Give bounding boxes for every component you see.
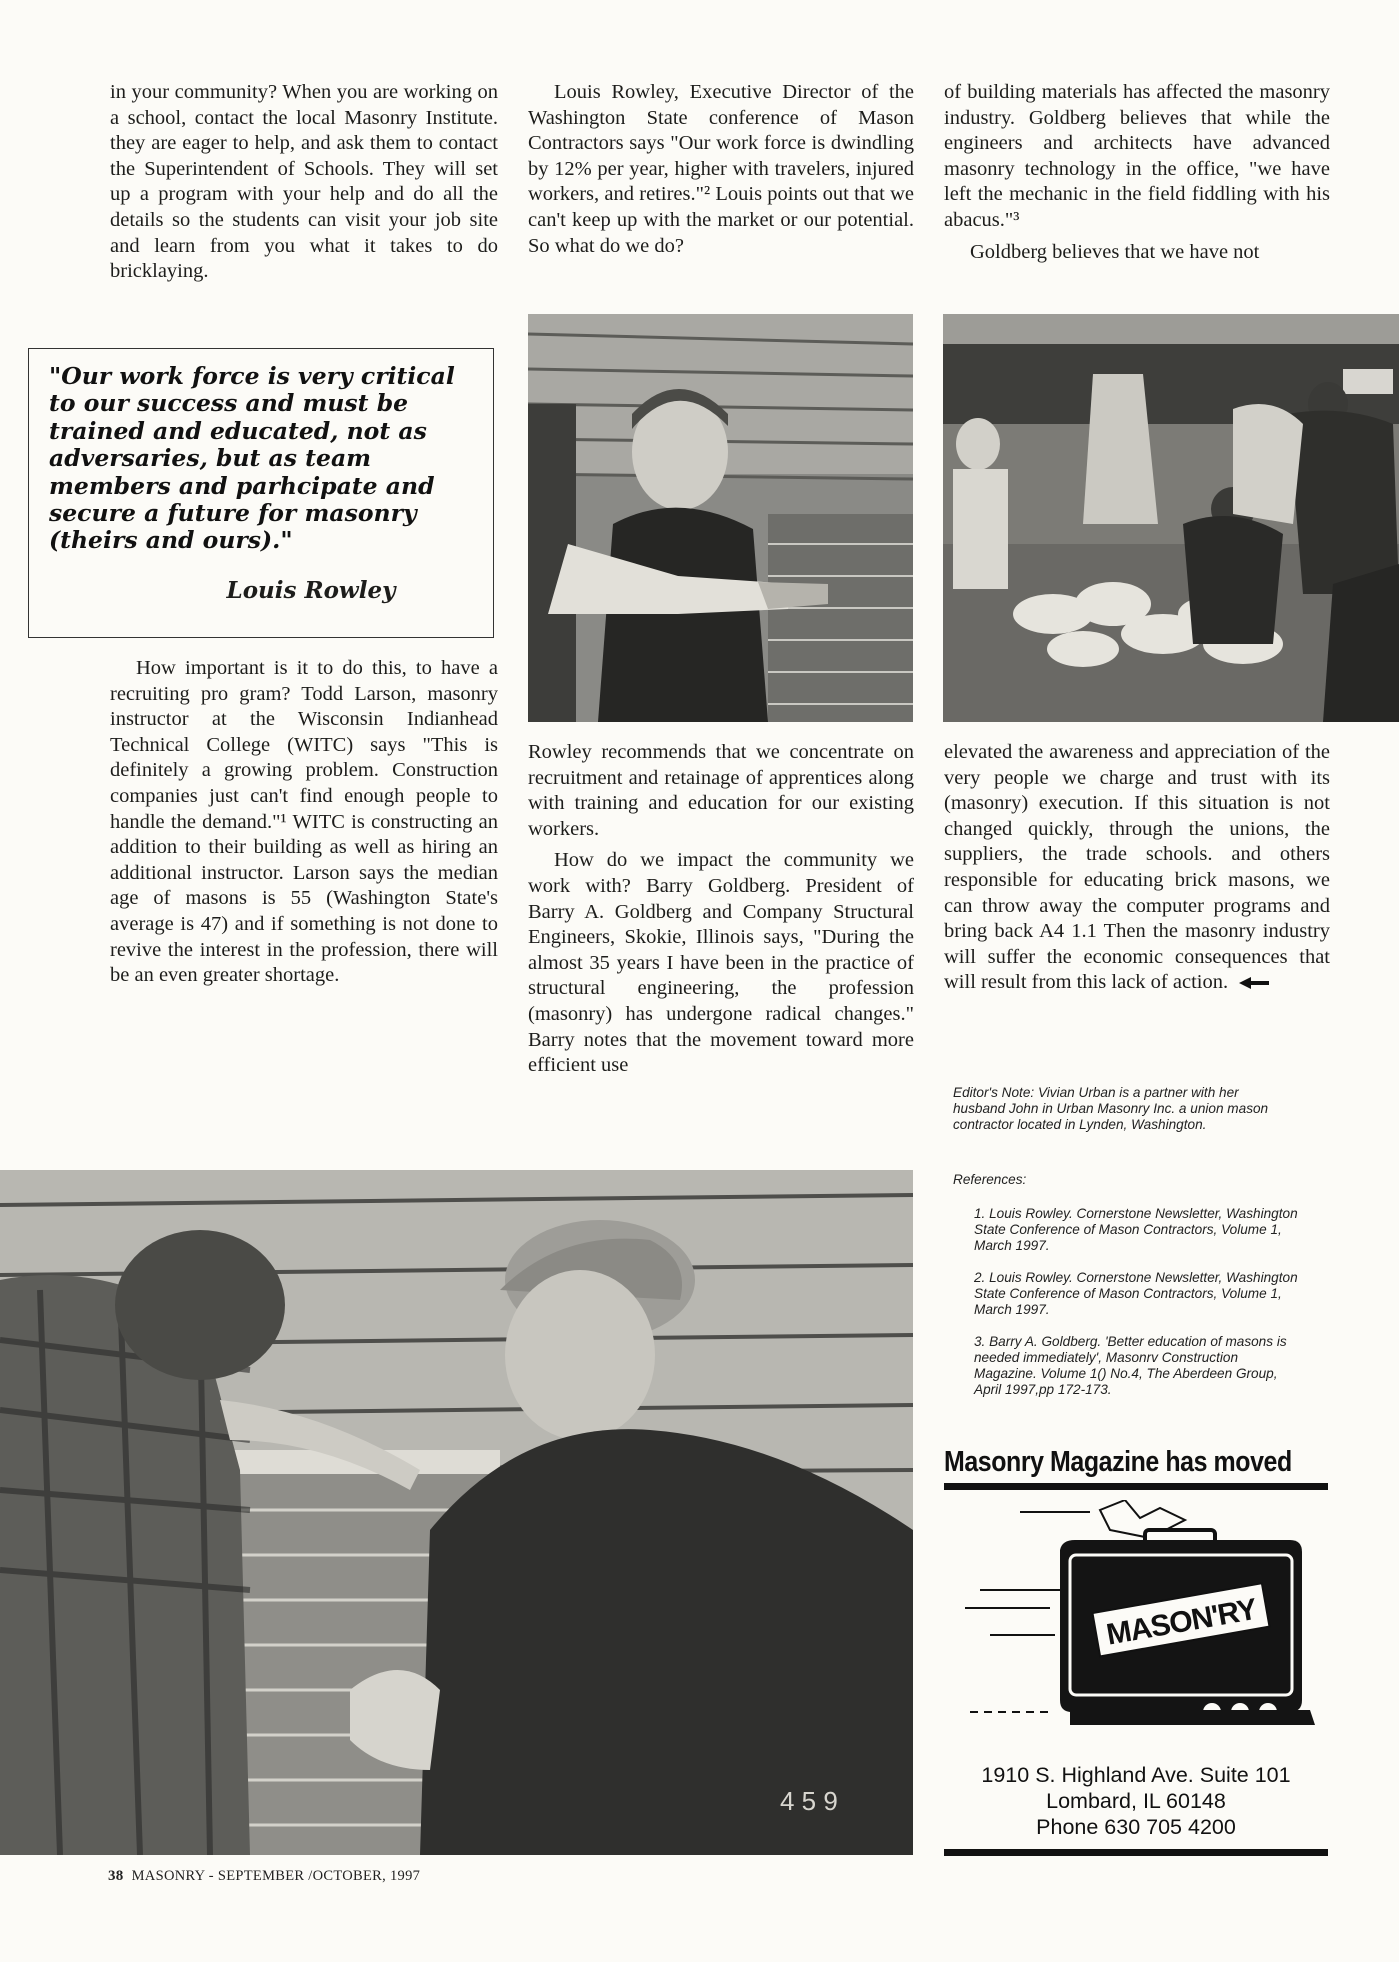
photo-two-men-wall [0, 1170, 913, 1855]
ad-rule-top [944, 1483, 1328, 1490]
body-paragraph: in your community? When you are working on a school, contact the local Masonry Institute. they are eager to help, and ask them to contact the Superintendent of Schools. They will set up a program with your help and do all the details so the students can visit your job site and learn from you what it takes to do bricklaying. [110, 81, 498, 283]
editor-note: Editor's Note: Vivian Urban is a partner with her husband John in Urban Masonry Inc. a union mason contractor located in Lynden, Washington. [953, 1085, 1269, 1132]
ad-rule-bottom [944, 1849, 1328, 1856]
body-paragraph: Louis Rowley, Executive Director of the Washington State conference of Mason Contractors says "Our work force is dwindling by 12% per year, higher with travelers, injured workers, and retires."² Louis points out that we can't keep up with the market or our potential. So what do we do? [528, 81, 914, 257]
references-title: References: [953, 1172, 1027, 1187]
body-paragraph-text: elevated the awareness and appreciation of the very people we charge and trust with its (masonry) execution. If this situation is not changed quickly, through the unions, the suppliers, the trade schools. and others responsible for educating brick masons, we can throw away the computer programs and bring back A4 1.1 Then the masonry industry will suffer the economic consequences that will result from this lack of action. [944, 741, 1330, 994]
briefcase-logo [950, 1500, 1320, 1750]
photo-date-stamp: 4 5 9 [780, 1786, 838, 1816]
ad-headline: Masonry Magazine has moved [944, 1446, 1292, 1478]
reference-item: 1. Louis Rowley. Cornerstone Newsletter, Washington State Conference of Mason Contractors, Volume 1, March 1997. [974, 1206, 1298, 1253]
photo-students-outdoor [943, 314, 1399, 722]
column-1-bottom [110, 656, 498, 995]
ad-address-line1: 1910 S. Highland Ave. Suite 101 [981, 1763, 1291, 1787]
photo-boy-bricklaying [528, 314, 913, 722]
photo-boy-bricklaying-image [528, 314, 913, 722]
ad-address [944, 1762, 1328, 1840]
photo-two-men-wall-image [0, 1170, 913, 1855]
body-paragraph: How important is it to do this, to have a recruiting pro gram? Todd Larson, masonry instructor at the Wisconsin Indianhead Technical College (WITC) says "This is definitely a growing problem. Construction companies just can't find enough people to handle the demand."¹ WITC is constructing an addition to their building as well as hiring an additional instructor. Larson says the median age of masons is 55 (Washington State's average is 47) and if something is not done to revive the interest in the profession, there will be an even greater shortage. [110, 657, 498, 987]
briefcase-label: MASON'RY [1104, 1592, 1259, 1652]
page-number: 38 [108, 1868, 124, 1884]
body-paragraph: of building materials has affected the masonry industry. Goldberg believes that while the engineers and architects have advanced masonry technology in the office, "we have left the mechanic in the field fiddling with his abacus."³ [944, 81, 1330, 231]
body-paragraph: Goldberg believes that we have not [970, 240, 1260, 263]
column-3-top [944, 80, 1330, 271]
column-3-bottom [944, 740, 1330, 1002]
ad-phone: Phone 630 705 4200 [1036, 1815, 1236, 1839]
briefcase-icon [950, 1500, 1320, 1750]
body-paragraph: How do we impact the community we work with? Barry Goldberg. President of Barry A. Goldberg and Company Structural Engineers, Skokie, Illinois says, "During the almost 35 years I have been in the practice of structural engineering, the profession (masonry) has undergone radical changes." Barry notes that the movement toward more efficient use [528, 849, 914, 1077]
photo-students-outdoor-image [943, 314, 1399, 722]
pull-quote [28, 348, 494, 638]
ad-address-line2: Lombard, IL 60148 [1046, 1789, 1226, 1813]
column-2-top [528, 80, 914, 265]
column-2-bottom [528, 740, 914, 1085]
end-mark-icon [1239, 971, 1269, 997]
body-paragraph: Rowley recommends that we concentrate on recruitment and retainage of apprentices along with training and education for our existing workers. [528, 741, 914, 840]
reference-item: 3. Barry A. Goldberg. 'Better education of masons is needed immediately', Masonrv Construction Magazine. Volume 1() No.4, The Aberdeen Group, April 1997,pp 172-173. [974, 1334, 1287, 1397]
pull-quote-text: "Our work force is very critical to our success and must be trained and educated, not as adversaries, but as team members and parhcipate and secure a future for masonry (theirs and ours)." [49, 362, 455, 555]
pull-quote-author: Louis Rowley [226, 577, 396, 604]
column-1-top [110, 80, 498, 291]
publication-line: MASONRY - SEPTEMBER /OCTOBER, 1997 [131, 1868, 421, 1884]
page-footer [108, 1868, 420, 1885]
body-paragraph [944, 740, 1330, 996]
reference-item: 2. Louis Rowley. Cornerstone Newsletter, Washington State Conference of Mason Contractors, Volume 1, March 1997. [974, 1270, 1298, 1317]
